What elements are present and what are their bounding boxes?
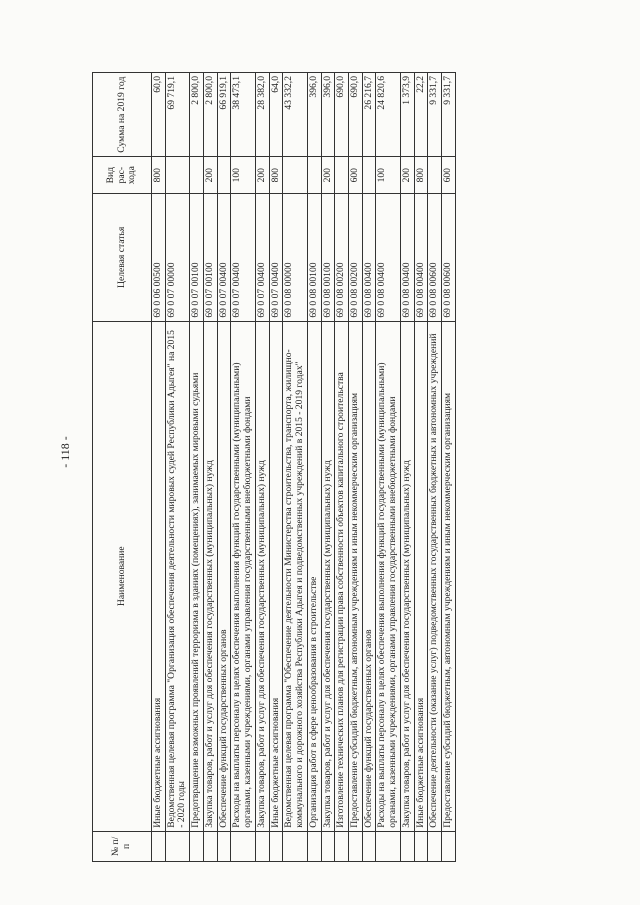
- row-name-cell: Организация работ в сфере ценообразования в строительстве: [307, 321, 321, 831]
- row-amount-cell: 26 216,7: [362, 73, 376, 157]
- table-row: [400, 73, 414, 862]
- row-expense-type-cell: 100: [231, 157, 255, 194]
- header-expense-type: Вид рас-хода: [93, 157, 152, 194]
- row-expense-type-cell: [165, 157, 189, 194]
- table-row: [349, 73, 363, 862]
- row-expense-type-cell: [335, 157, 349, 194]
- row-number-cell: [349, 831, 363, 861]
- row-target-article-cell: 69 0 08 00400: [414, 194, 428, 322]
- row-target-article-cell: 69 0 08 00400: [400, 194, 414, 322]
- row-amount-cell: 60,0: [152, 73, 166, 157]
- table-row: [217, 73, 231, 862]
- row-expense-type-cell: 200: [255, 157, 269, 194]
- row-number-cell: [400, 831, 414, 861]
- row-amount-cell: 43 332,2: [283, 73, 307, 157]
- row-expense-type-cell: 600: [442, 157, 456, 194]
- row-amount-cell: 9 331,7: [442, 73, 456, 157]
- row-target-article-cell: 69 0 07 00000: [165, 194, 189, 322]
- row-number-cell: [335, 831, 349, 861]
- row-amount-cell: 690,0: [349, 73, 363, 157]
- row-number-cell: [428, 831, 442, 861]
- page-number: - 118 -: [58, 436, 72, 468]
- row-amount-cell: 9 331,7: [428, 73, 442, 157]
- header-number: № п/п: [93, 831, 152, 861]
- row-amount-cell: 396,0: [307, 73, 321, 157]
- row-expense-type-cell: 800: [152, 157, 166, 194]
- row-amount-cell: 64,0: [269, 73, 283, 157]
- row-target-article-cell: 69 0 08 00100: [307, 194, 321, 322]
- header-target-article: Целевая статья: [93, 194, 152, 322]
- table-row: [376, 73, 400, 862]
- row-name-cell: Иные бюджетные ассигнования: [152, 321, 166, 831]
- table-row: [283, 73, 307, 862]
- row-name-cell: Расходы на выплаты персоналу в целях обеспечения выполнения функций государственными (муниципальными) органами, казенными учреждениями, органами управления государственными внебюджетными фондами: [231, 321, 255, 831]
- row-amount-cell: 24 820,6: [376, 73, 400, 157]
- table-row: [335, 73, 349, 862]
- row-name-cell: Обеспечение деятельности (оказание услуг) подведомственных государственных бюджетных и автономных учреждений: [428, 321, 442, 831]
- row-target-article-cell: 69 0 07 00400: [269, 194, 283, 322]
- row-name-cell: Предотвращение возможных проявлений терроризма в зданиях (помещениях), занимаемых мировыми судьями: [190, 321, 204, 831]
- row-target-article-cell: 69 0 08 00400: [376, 194, 400, 322]
- row-expense-type-cell: 800: [269, 157, 283, 194]
- row-number-cell: [283, 831, 307, 861]
- row-target-article-cell: 69 0 06 00500: [152, 194, 166, 322]
- row-amount-cell: 1 373,9: [400, 73, 414, 157]
- row-target-article-cell: 69 0 07 00400: [231, 194, 255, 322]
- row-target-article-cell: 69 0 08 00200: [349, 194, 363, 322]
- table-row: [428, 73, 442, 862]
- row-target-article-cell: 69 0 07 00100: [203, 194, 217, 322]
- row-target-article-cell: 69 0 08 00400: [362, 194, 376, 322]
- row-name-cell: Обеспечение функций государственных органов: [217, 321, 231, 831]
- row-name-cell: Изготовление технических планов для регистрации права собственности объектов капитального строительства: [335, 321, 349, 831]
- row-name-cell: Расходы на выплаты персоналу в целях обеспечения выполнения функций государственными (муниципальными) органами, казенными учреждениями, органами управления государственными внебюджетными фондами: [376, 321, 400, 831]
- row-name-cell: Закупка товаров, работ и услуг для обеспечения государственных (муниципальных) нужд: [400, 321, 414, 831]
- row-name-cell: Закупка товаров, работ и услуг для обеспечения государственных (муниципальных) нужд: [321, 321, 335, 831]
- row-target-article-cell: 69 0 08 00600: [442, 194, 456, 322]
- row-number-cell: [231, 831, 255, 861]
- row-amount-cell: 2 800,0: [203, 73, 217, 157]
- row-name-cell: Предоставление субсидий бюджетным, автономным учреждениям и иным некоммерческим организациям: [349, 321, 363, 831]
- row-number-cell: [217, 831, 231, 861]
- row-target-article-cell: 69 0 08 00100: [321, 194, 335, 322]
- row-expense-type-cell: 800: [414, 157, 428, 194]
- table-row: [152, 73, 166, 862]
- table-row: [255, 73, 269, 862]
- table-row: [231, 73, 255, 862]
- row-expense-type-cell: [190, 157, 204, 194]
- row-expense-type-cell: 200: [203, 157, 217, 194]
- row-expense-type-cell: 200: [321, 157, 335, 194]
- row-target-article-cell: 69 0 07 00400: [217, 194, 231, 322]
- table-row: [442, 73, 456, 862]
- row-name-cell: Ведомственная целевая программа "Обеспечение деятельности Министерства строительства, транспорта, жилищно-коммунального и дорожного хозяйства Республики Адыгея и подведомственных учреждений в 2015 - 2019 годах": [283, 321, 307, 831]
- row-name-cell: Ведомственная целевая программа "Организация обеспечения деятельности мировых судей Республики Адыгея" на 2015 - 2020 годы: [165, 321, 189, 831]
- rotated-document-page: [50, 42, 590, 862]
- row-number-cell: [165, 831, 189, 861]
- row-name-cell: Предоставление субсидий бюджетным, автономным учреждениям и иным некоммерческим организациям: [442, 321, 456, 831]
- row-expense-type-cell: 100: [376, 157, 400, 194]
- row-amount-cell: 22,2: [414, 73, 428, 157]
- row-amount-cell: 690,0: [335, 73, 349, 157]
- table-row: [269, 73, 283, 862]
- row-name-cell: Иные бюджетные ассигнования: [414, 321, 428, 831]
- row-name-cell: Закупка товаров, работ и услуг для обеспечения государственных (муниципальных) нужд: [203, 321, 217, 831]
- row-number-cell: [203, 831, 217, 861]
- row-number-cell: [269, 831, 283, 861]
- budget-table: [92, 72, 456, 862]
- row-expense-type-cell: 200: [400, 157, 414, 194]
- row-number-cell: [190, 831, 204, 861]
- table-row: [203, 73, 217, 862]
- row-target-article-cell: 69 0 07 00400: [255, 194, 269, 322]
- header-amount-2019: Сумма на 2019 год: [93, 73, 152, 157]
- row-number-cell: [414, 831, 428, 861]
- row-target-article-cell: 69 0 07 00100: [190, 194, 204, 322]
- row-amount-cell: 66 919,1: [217, 73, 231, 157]
- row-target-article-cell: 69 0 08 00600: [428, 194, 442, 322]
- table-body: [152, 73, 456, 862]
- table-row: [165, 73, 189, 862]
- row-name-cell: Закупка товаров, работ и услуг для обеспечения государственных (муниципальных) нужд: [255, 321, 269, 831]
- row-amount-cell: 69 719,1: [165, 73, 189, 157]
- table-row: [307, 73, 321, 862]
- header-name: Наименование: [93, 321, 152, 831]
- row-number-cell: [255, 831, 269, 861]
- row-amount-cell: 2 800,0: [190, 73, 204, 157]
- row-number-cell: [362, 831, 376, 861]
- row-name-cell: Обеспечение функций государственных органов: [362, 321, 376, 831]
- row-amount-cell: 396,0: [321, 73, 335, 157]
- row-number-cell: [321, 831, 335, 861]
- row-expense-type-cell: [428, 157, 442, 194]
- table-row: [321, 73, 335, 862]
- row-expense-type-cell: 600: [349, 157, 363, 194]
- row-number-cell: [376, 831, 400, 861]
- row-expense-type-cell: [283, 157, 307, 194]
- row-expense-type-cell: [362, 157, 376, 194]
- row-number-cell: [307, 831, 321, 861]
- row-expense-type-cell: [217, 157, 231, 194]
- row-amount-cell: 38 473,1: [231, 73, 255, 157]
- row-number-cell: [442, 831, 456, 861]
- row-target-article-cell: 69 0 08 00000: [283, 194, 307, 322]
- row-amount-cell: 28 382,0: [255, 73, 269, 157]
- table-header-row: [93, 73, 152, 862]
- table-row: [190, 73, 204, 862]
- row-number-cell: [152, 831, 166, 861]
- row-target-article-cell: 69 0 08 00200: [335, 194, 349, 322]
- table-row: [362, 73, 376, 862]
- table-row: [414, 73, 428, 862]
- row-expense-type-cell: [307, 157, 321, 194]
- row-name-cell: Иные бюджетные ассигнования: [269, 321, 283, 831]
